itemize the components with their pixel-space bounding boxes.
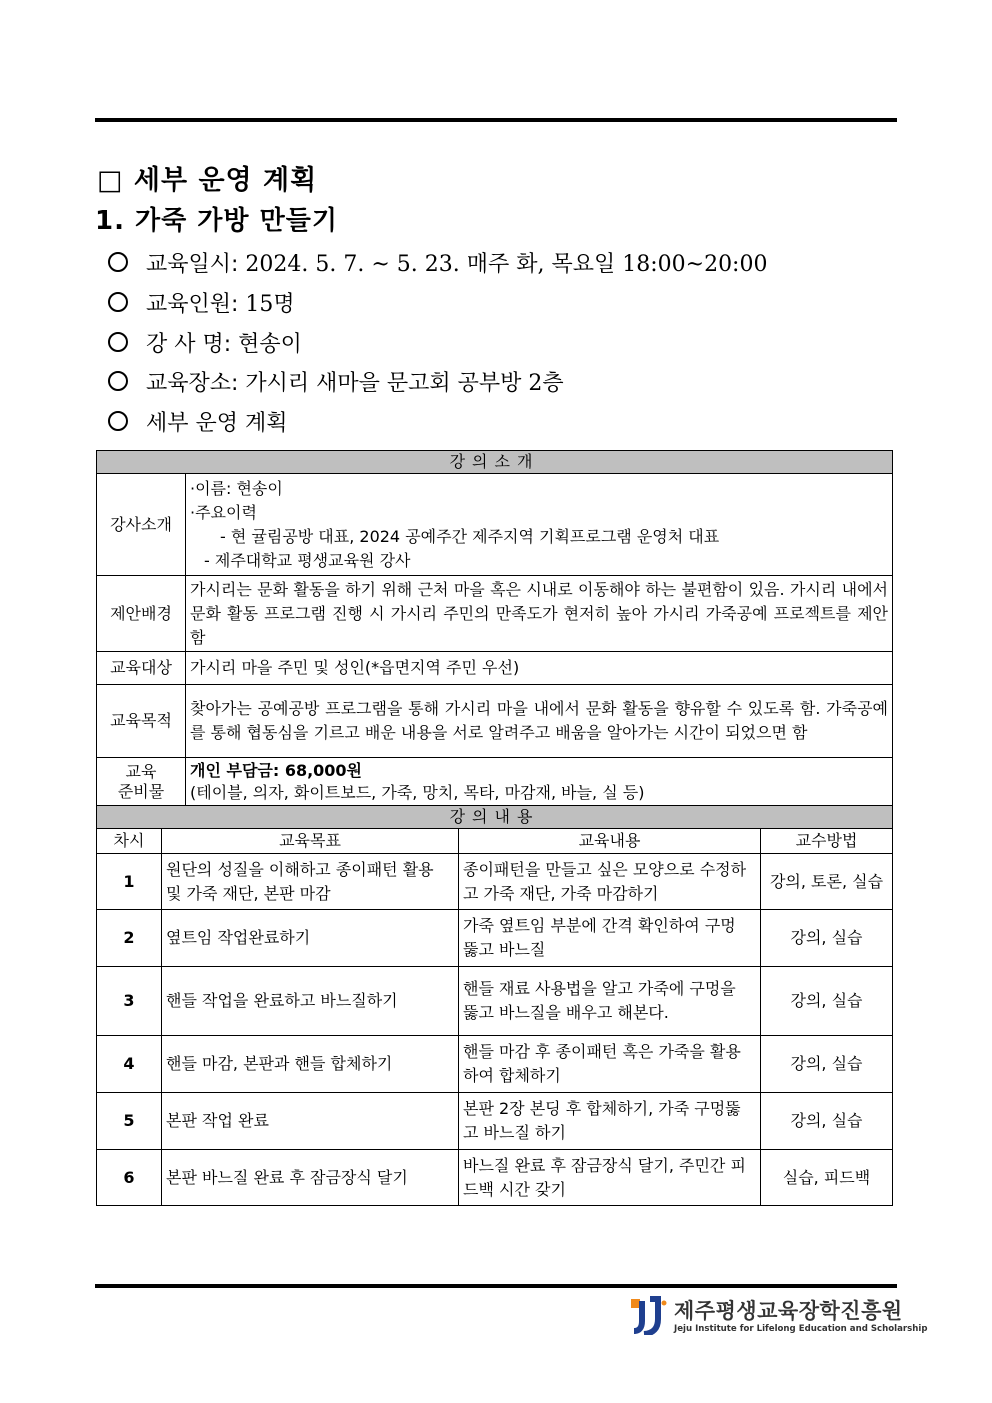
org-name-ko: 제주평생교육장학진흥원 (674, 1299, 903, 1323)
session-method: 강의, 실습 (761, 1036, 893, 1093)
col-header-session: 차시 (97, 829, 162, 854)
table-row (97, 910, 893, 967)
bullet-key: 세부 운영 계획 (146, 411, 288, 436)
background-text: 가시리는 문화 활동을 하기 위해 근처 마을 혹은 시내로 이동해야 하는 불편함이 있음. 가시리 내에서 문화 활동 프로그램 진행 시 가시리 주민의 만족도가 현저히 높아 가시리 가죽공예 프로젝트를 제안함 (186, 576, 893, 652)
table-row (97, 1093, 893, 1150)
content-header: 강의내용 (97, 806, 893, 829)
session-number: 3 (97, 967, 162, 1036)
session-method: 강의, 실습 (761, 967, 893, 1036)
session-goal: 본판 작업 완료 (162, 1093, 459, 1150)
session-number: 6 (97, 1150, 162, 1206)
bullet-key: 강 사 명: (146, 332, 232, 357)
intro-header: 강의소개 (97, 451, 893, 474)
table-row (97, 854, 893, 910)
session-content: 종이패턴을 만들고 싶은 모양으로 수정하고 가죽 재단, 가죽 마감하기 (459, 854, 761, 910)
col-header-method: 교수방법 (761, 829, 893, 854)
top-rule (95, 118, 897, 122)
materials-label-line: 교육 (125, 761, 157, 781)
session-goal: 본판 바느질 완료 후 잠금장식 달기 (162, 1150, 459, 1206)
instructor-career-item: - 현 귤림공방 대표, 2024 공예주간 제주지역 기획프로그램 운영처 대표 (220, 526, 720, 546)
bullet-key: 교육장소: (146, 371, 239, 396)
session-number: 4 (97, 1036, 162, 1093)
org-logo-mark-icon (628, 1295, 668, 1335)
session-content: 바느질 완료 후 잠금장식 달기, 주민간 피드백 시간 갖기 (459, 1150, 761, 1206)
bullet-location (108, 366, 564, 397)
materials-label (97, 758, 186, 806)
session-number: 1 (97, 854, 162, 910)
session-method: 실습, 피드백 (761, 1150, 893, 1206)
session-number: 5 (97, 1093, 162, 1150)
session-method: 강의, 실습 (761, 910, 893, 967)
col-header-goal: 교육목표 (162, 829, 459, 854)
org-logo (628, 1295, 928, 1341)
bullet-headcount (108, 287, 295, 318)
circle-bullet-icon (108, 252, 128, 272)
materials-items: (테이블, 의자, 화이트보드, 가죽, 망치, 목타, 마감재, 바늘, 실 등) (190, 782, 645, 802)
session-content: 본판 2장 본딩 후 합체하기, 가죽 구멍뚫고 바느질 하기 (459, 1093, 761, 1150)
background-label: 제안배경 (97, 576, 186, 652)
purpose-label: 교육목적 (97, 685, 186, 758)
circle-bullet-icon (108, 371, 128, 391)
session-goal: 옆트임 작업완료하기 (162, 910, 459, 967)
session-goal: 핸들 작업을 완료하고 바느질하기 (162, 967, 459, 1036)
session-content: 핸들 재료 사용법을 알고 가죽에 구멍을 뚫고 바느질을 배우고 해본다. (459, 967, 761, 1036)
program-title: 1. 가죽 가방 만들기 (95, 206, 338, 236)
session-goal: 원단의 성질을 이해하고 종이패턴 활용 및 가죽 재단, 본판 마감 (162, 854, 459, 910)
circle-bullet-icon (108, 411, 128, 431)
bullet-key: 교육인원: (146, 292, 239, 317)
target-label: 교육대상 (97, 652, 186, 685)
circle-bullet-icon (108, 292, 128, 312)
circle-bullet-icon (108, 332, 128, 352)
session-content: 가죽 옆트임 부분에 간격 확인하여 구멍 뚫고 바느질 (459, 910, 761, 967)
session-content: 핸들 마감 후 종이패턴 혹은 가죽을 활용하여 합체하기 (459, 1036, 761, 1093)
materials-cell (186, 758, 893, 806)
bottom-rule (95, 1284, 897, 1288)
session-number: 2 (97, 910, 162, 967)
org-name-en: Jeju Institute for Lifelong Education and Scholarship (674, 1324, 928, 1334)
target-text: 가시리 마을 주민 및 성인(*읍면지역 주민 우선) (186, 652, 893, 685)
purpose-text: 찾아가는 공예공방 프로그램을 통해 가시리 마을 내에서 문화 활동을 향유할 수 있도록 함. 가죽공예를 통해 협동심을 기르고 배운 내용을 서로 알려주고 배움을 알아가는 시간이 되었으면 함 (186, 685, 893, 758)
bullet-key: 교육일시: (146, 252, 239, 277)
session-method: 강의, 토론, 실습 (761, 854, 893, 910)
plan-table (96, 450, 893, 1206)
col-header-content: 교육내용 (459, 829, 761, 854)
section-title: □ 세부 운영 계획 (97, 165, 318, 196)
bullet-instructor (108, 327, 302, 358)
bullet-value: 15명 (238, 292, 295, 317)
instructor-cell (186, 474, 893, 576)
bullet-schedule (108, 247, 767, 278)
instructor-name: ·이름: 현송이 (190, 478, 283, 498)
table-row (97, 1150, 893, 1206)
bullet-value: 2024. 5. 7. ~ 5. 23. 매주 화, 목요일 18:00~20:00 (238, 252, 768, 277)
table-row (97, 1036, 893, 1093)
bullet-value: 현송이 (231, 332, 302, 357)
instructor-label: 강사소개 (97, 474, 186, 576)
session-method: 강의, 실습 (761, 1093, 893, 1150)
bullet-value: 가시리 새마을 문고회 공부방 2층 (238, 371, 564, 396)
table-row (97, 967, 893, 1036)
bullet-plan (108, 406, 288, 437)
materials-label-line: 준비물 (117, 781, 165, 801)
materials-cost: 개인 부담금: 68,000원 (190, 760, 363, 780)
instructor-career-item: - 제주대학교 평생교육원 강사 (204, 550, 411, 570)
instructor-career-heading: ·주요이력 (190, 502, 257, 522)
session-goal: 핸들 마감, 본판과 핸들 합체하기 (162, 1036, 459, 1093)
